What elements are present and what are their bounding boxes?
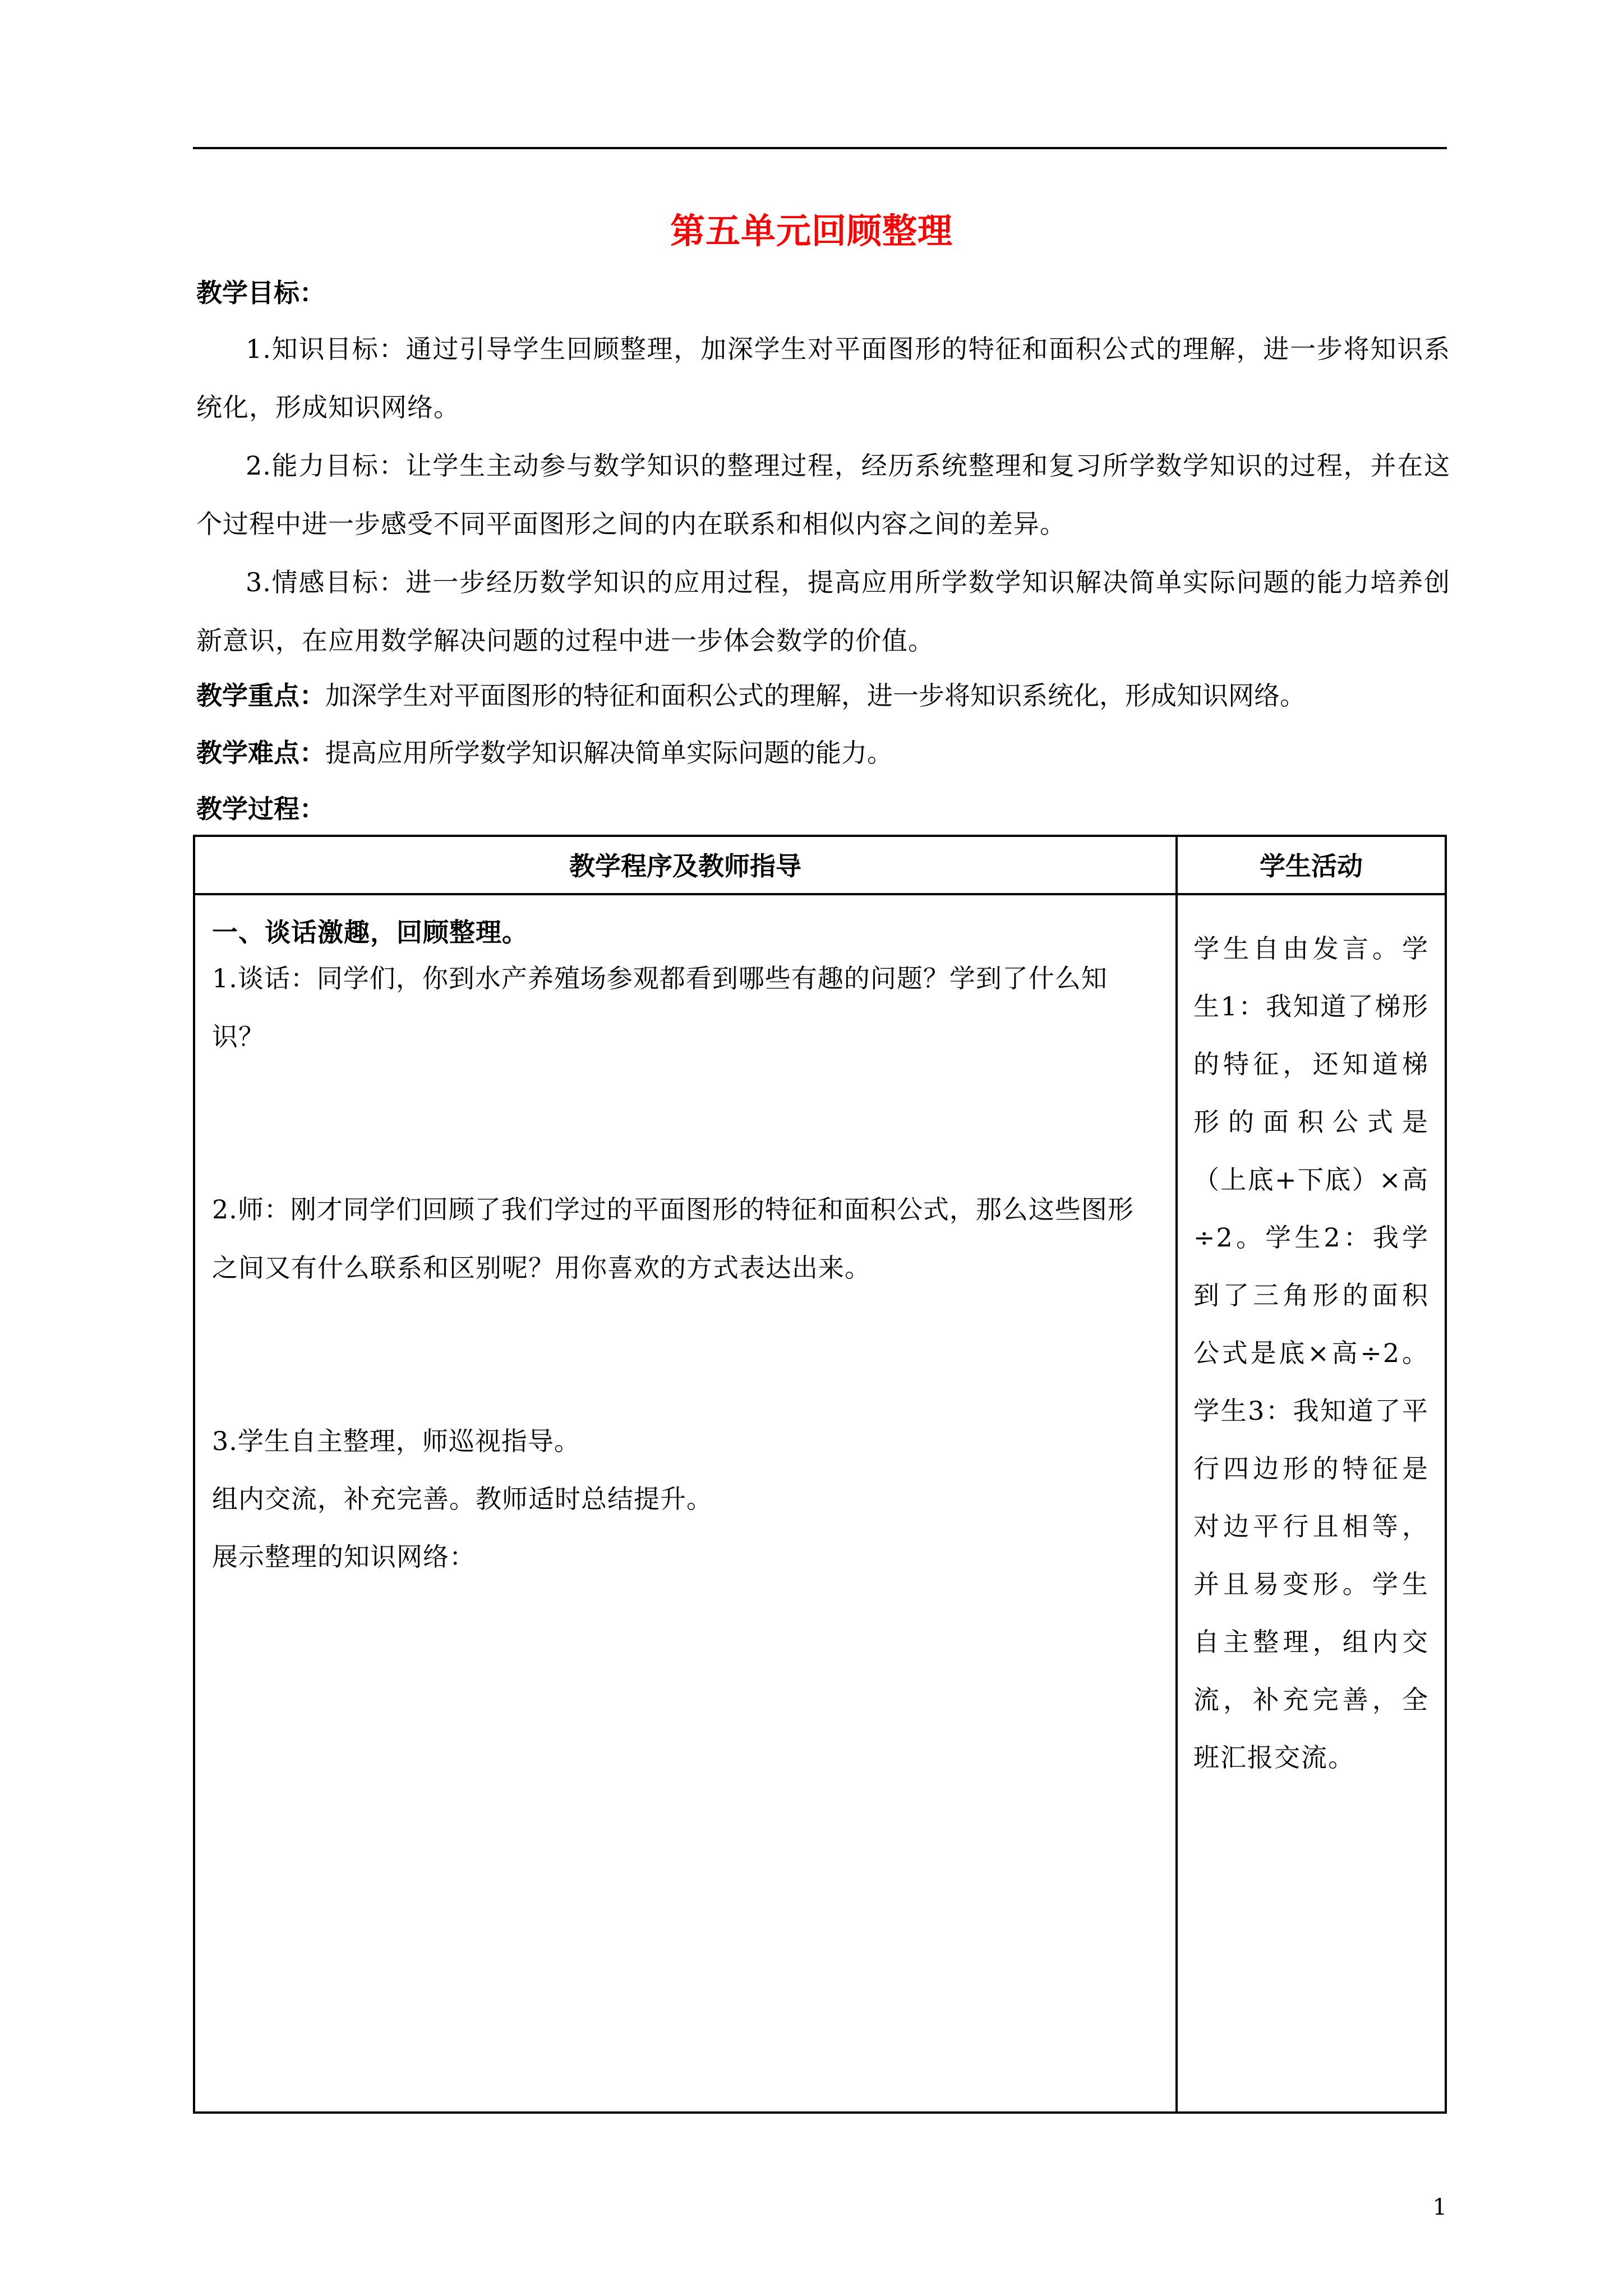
objectives-heading: 教学目标： [196,278,325,308]
column-header-student: 学生活动 [1260,851,1363,881]
column-divider [1175,837,1178,2111]
page-number: 1 [1432,2194,1447,2220]
teaching-process-table [193,835,1447,2114]
objective-item-knowledge: 1.知识目标：通过引导学生回顾整理，加深学生对平面图形的特征和面积公式的理解，进一步将知识系统化，形成知识网络。 [196,334,1450,422]
step-item-group-exchange: 组内交流，补充完善。教师适时总结提升。 [212,1484,713,1514]
objective-item-emotion: 3.情感目标：进一步经历数学知识的应用过程，提高应用所学数学知识解决简单实际问题的能力培养创新意识，在应用数学解决问题的过程中进一步体会数学的价值。 [196,567,1450,656]
page-title: 第五单元回顾整理 [670,210,953,251]
key-point-text: 加深学生对平面图形的特征和面积公式的理解，进一步将知识系统化，形成知识网络。 [325,680,1306,711]
step-item-teacher: 2.师：刚才同学们回顾了我们学过的平面图形的特征和面积公式，那么这些图形之间又有什么联系和区别呢？用你喜欢的方式表达出来。 [212,1194,1134,1283]
step-item-show-network: 展示整理的知识网络： [212,1542,476,1572]
table-header-rule [195,893,1445,895]
header-rule [193,147,1447,149]
difficulty-label: 教学难点： [196,738,325,768]
student-activity-text: 学生自由发言。学生1：我知道了梯形的特征，还知道梯形的面积公式是（上底+下底）×高÷2。学生2：我学到了三角形的面积公式是底×高÷2。学生3：我知道了平行四边形的特征是对边平行且相等，并且易变形。学生自主整理，组内交流，补充完善，全班汇报交流。 [1193,933,1429,1773]
step-item-self-organize: 3.学生自主整理，师巡视指导。 [212,1426,580,1456]
key-point-label: 教学重点： [196,680,325,711]
section-title: 一、谈话激趣，回顾整理。 [212,917,528,947]
difficulty-point [196,736,1458,770]
objective-item-ability: 2.能力目标：让学生主动参与数学知识的整理过程，经历系统整理和复习所学数学知识的过程，并在这个过程中进一步感受不同平面图形之间的内在联系和相似内容之间的差异。 [196,450,1450,539]
column-header-teacher: 教学程序及教师指导 [569,851,801,881]
difficulty-text: 提高应用所学数学知识解决简单实际问题的能力。 [325,738,893,768]
key-point [196,679,1458,712]
process-heading: 教学过程： [196,794,325,824]
step-item-talk: 1.谈话：同学们，你到水产养殖场参观都看到哪些有趣的问题？学到了什么知识？ [212,963,1108,1052]
